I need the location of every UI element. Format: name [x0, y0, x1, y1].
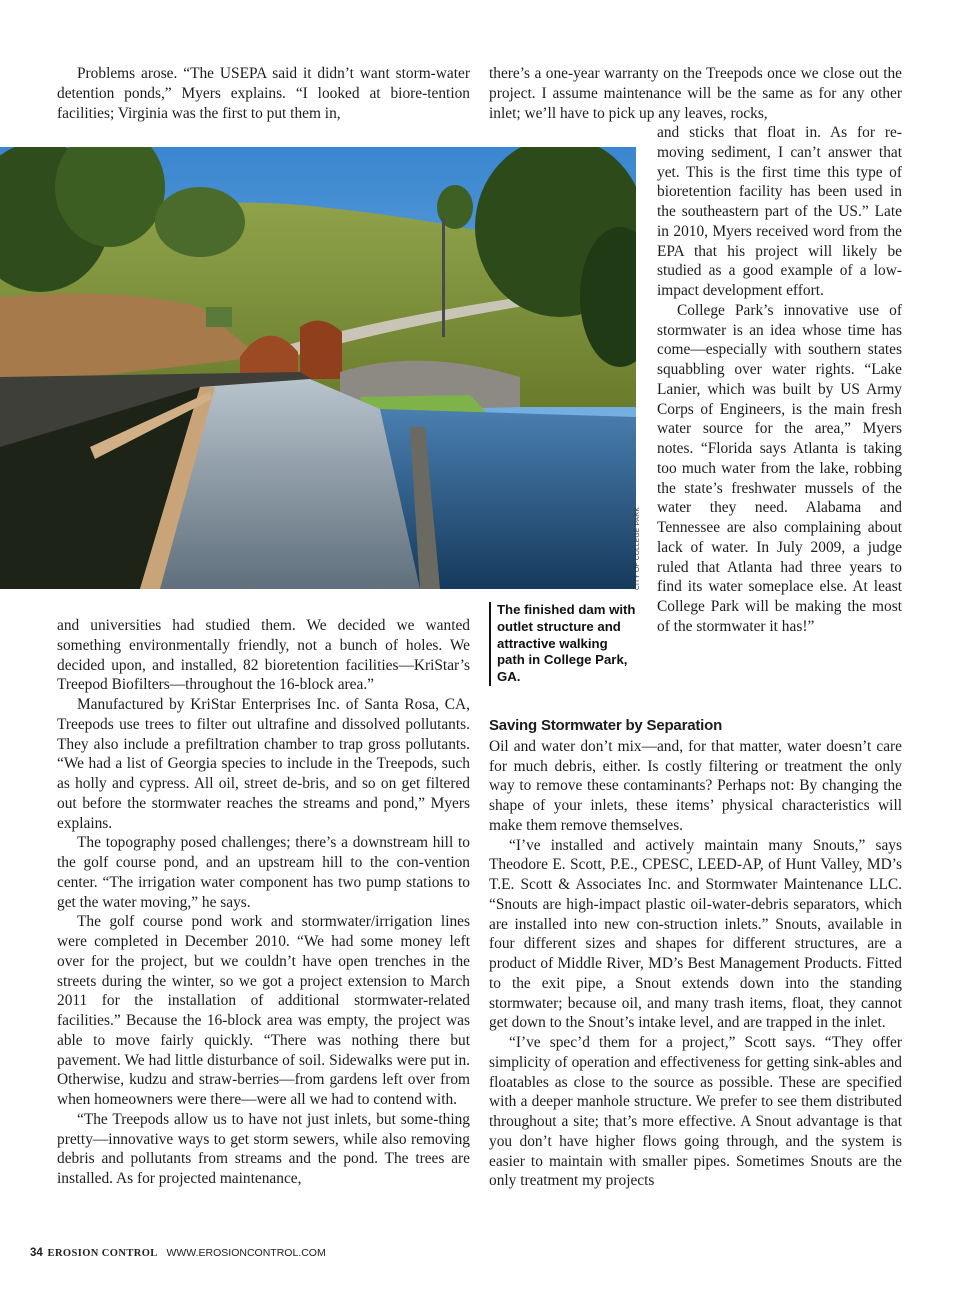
right-column-top: [489, 64, 902, 123]
right-column-narrow: [657, 123, 902, 637]
utility-box: [206, 307, 232, 327]
paragraph: “I’ve installed and actively maintain many Snouts,” says Theodore E. Scott, P.E., CPESC, LEED-AP, of Hunt Valley, MD’s T.E. Scott & Associates Inc. and Stormwater Maintenance LLC. “Snouts are high-impact plastic oil-water-debris separators, which are installed into new con-struction inlets.” Snouts, available in four different sizes and shapes for different structures, are a product of Middle River, MD’s Best Management Products. Fitted to the exit pipe, a Snout extends down into the standing stormwater; because oil, and many trash items, float, they cannot get down to the Snout’s intake level, and are trapped in the inlet.: [489, 836, 902, 1032]
photo-caption: The finished dam with outlet structure and attractive walking path in College Park, GA.: [489, 602, 637, 686]
page-footer: [30, 1247, 326, 1259]
paragraph: and sticks that float in. As for re-moving sediment, I can’t answer that yet. This is the first time this type of bioretention facility has been used in the southeastern part of the US.” Late in 2010, Myers received word from the EPA that his project will likely be studied as a good example of a low-impact development effort.: [657, 124, 902, 299]
right-column-bottom: [489, 716, 902, 1191]
paragraph: The topography posed challenges; there’s a downstream hill to the golf course pond, and an upstream hill to the con-vention center. “The irrigation water component has two pump stations to get the water moving,” he says.: [57, 834, 470, 911]
utility-pole: [442, 217, 445, 337]
dam-photo: [0, 147, 636, 589]
left-column-top: [57, 64, 470, 123]
paragraph: “The Treepods allow us to have not just inlets, but some-thing pretty—innovative ways to get storm sewers, while also removing debris and pollutants from streams and the pond. The trees are installed. As for projected maintenance,: [57, 1110, 470, 1187]
paragraph: The golf course pond work and stormwater/irrigation lines were completed in December 2010. “We had some money left over for the project, but we couldn’t have open trenches in the streets during the winter, so we got a project extension to March 2011 for the installation of additional stormwater-related facilities.” Because the 16-block area was empty, the project was able to move fairly quickly. “There was nothing there but pavement. We had little disturbance of soil. Sidewalks were put in. Otherwise, kudzu and straw-berries—from gardens left over from when homeowners were there—were all we had to contend with.: [57, 913, 470, 1108]
website-link[interactable]: WWW.EROSIONCONTROL.COM: [166, 1247, 326, 1259]
bridge-rail-right: [300, 321, 342, 379]
photo-credit: CITY OF COLLEGE PARK: [634, 506, 641, 590]
dam-photo-illustration: [0, 147, 636, 589]
paragraph: College Park’s innovative use of stormwater is an idea whose time has come—especially with southern states squabbling over water rights. “Lake Lanier, which was built by US Army Corps of Engineers, is the main fresh water source for the area,” Myers notes. “Florida says Atlanta is taking too much water from the lake, robbing the state’s freshwater mussels of the water they need. Alabama and Tennessee are also complaining about lack of water. In July 2009, a judge ruled that Atlanta had three years to find its water someplace else. At least College Park will be making the most of the stormwater it has!”: [657, 301, 902, 635]
paragraph: Manufactured by KriStar Enterprises Inc. of Santa Rosa, CA, Treepods use trees to filter out ultrafine and dissolved pollutants. They also include a prefiltration chamber to trap gross pollutants. “We had a list of Georgia species to include in the Treepods, such as holly and cypress. All oil, street de-bris, and so on get filtered out before the stormwater reaches the streams and pond,” Myers explains.: [57, 696, 470, 832]
paragraph: there’s a one-year warranty on the Treepods once we close out the project. I assume maintenance will be the same as for any other inlet; we’ll have to pick up any leaves, rocks,: [489, 65, 902, 122]
left-column-bottom: [57, 616, 470, 1189]
paragraph: “I’ve spec’d them for a project,” Scott says. “They offer simplicity of operation and effectiveness for getting sink-ables and floatables as close to the source as possible. These are specified with a deeper manhole structure. We prefer to see them distributed throughout a site; that’s more effective. A Snout advantage is that you don’t have higher flows going through, and the system is easier to maintain with smaller pipes. Sometimes Snouts are the only treatment my projects: [489, 1034, 902, 1190]
paragraph: Problems arose. “The USEPA said it didn’t want storm-water detention ponds,” Myers explains. “I looked at biore-tention facilities; Virginia was the first to put them in,: [57, 65, 470, 122]
magazine-name: EROSION CONTROL: [47, 1248, 158, 1259]
page-number: 34: [30, 1247, 43, 1259]
paragraph: Oil and water don’t mix—and, for that matter, water doesn’t care for much debris, either. Is costly filtering or treatment the only way to remove these contaminants? Perhaps not: By changing the shape of your inlets, these items’ physical characteristics will make them remove themselves.: [489, 737, 902, 834]
paragraph: and universities had studied them. We decided we wanted something environmentally friendly, not a bunch of holes. We decided upon, and installed, 82 bioretention facilities—KriStar’s Treepod Biofilters—throughout the 16-block area.”: [57, 617, 470, 694]
section-subhead: Saving Stormwater by Separation: [489, 717, 723, 734]
